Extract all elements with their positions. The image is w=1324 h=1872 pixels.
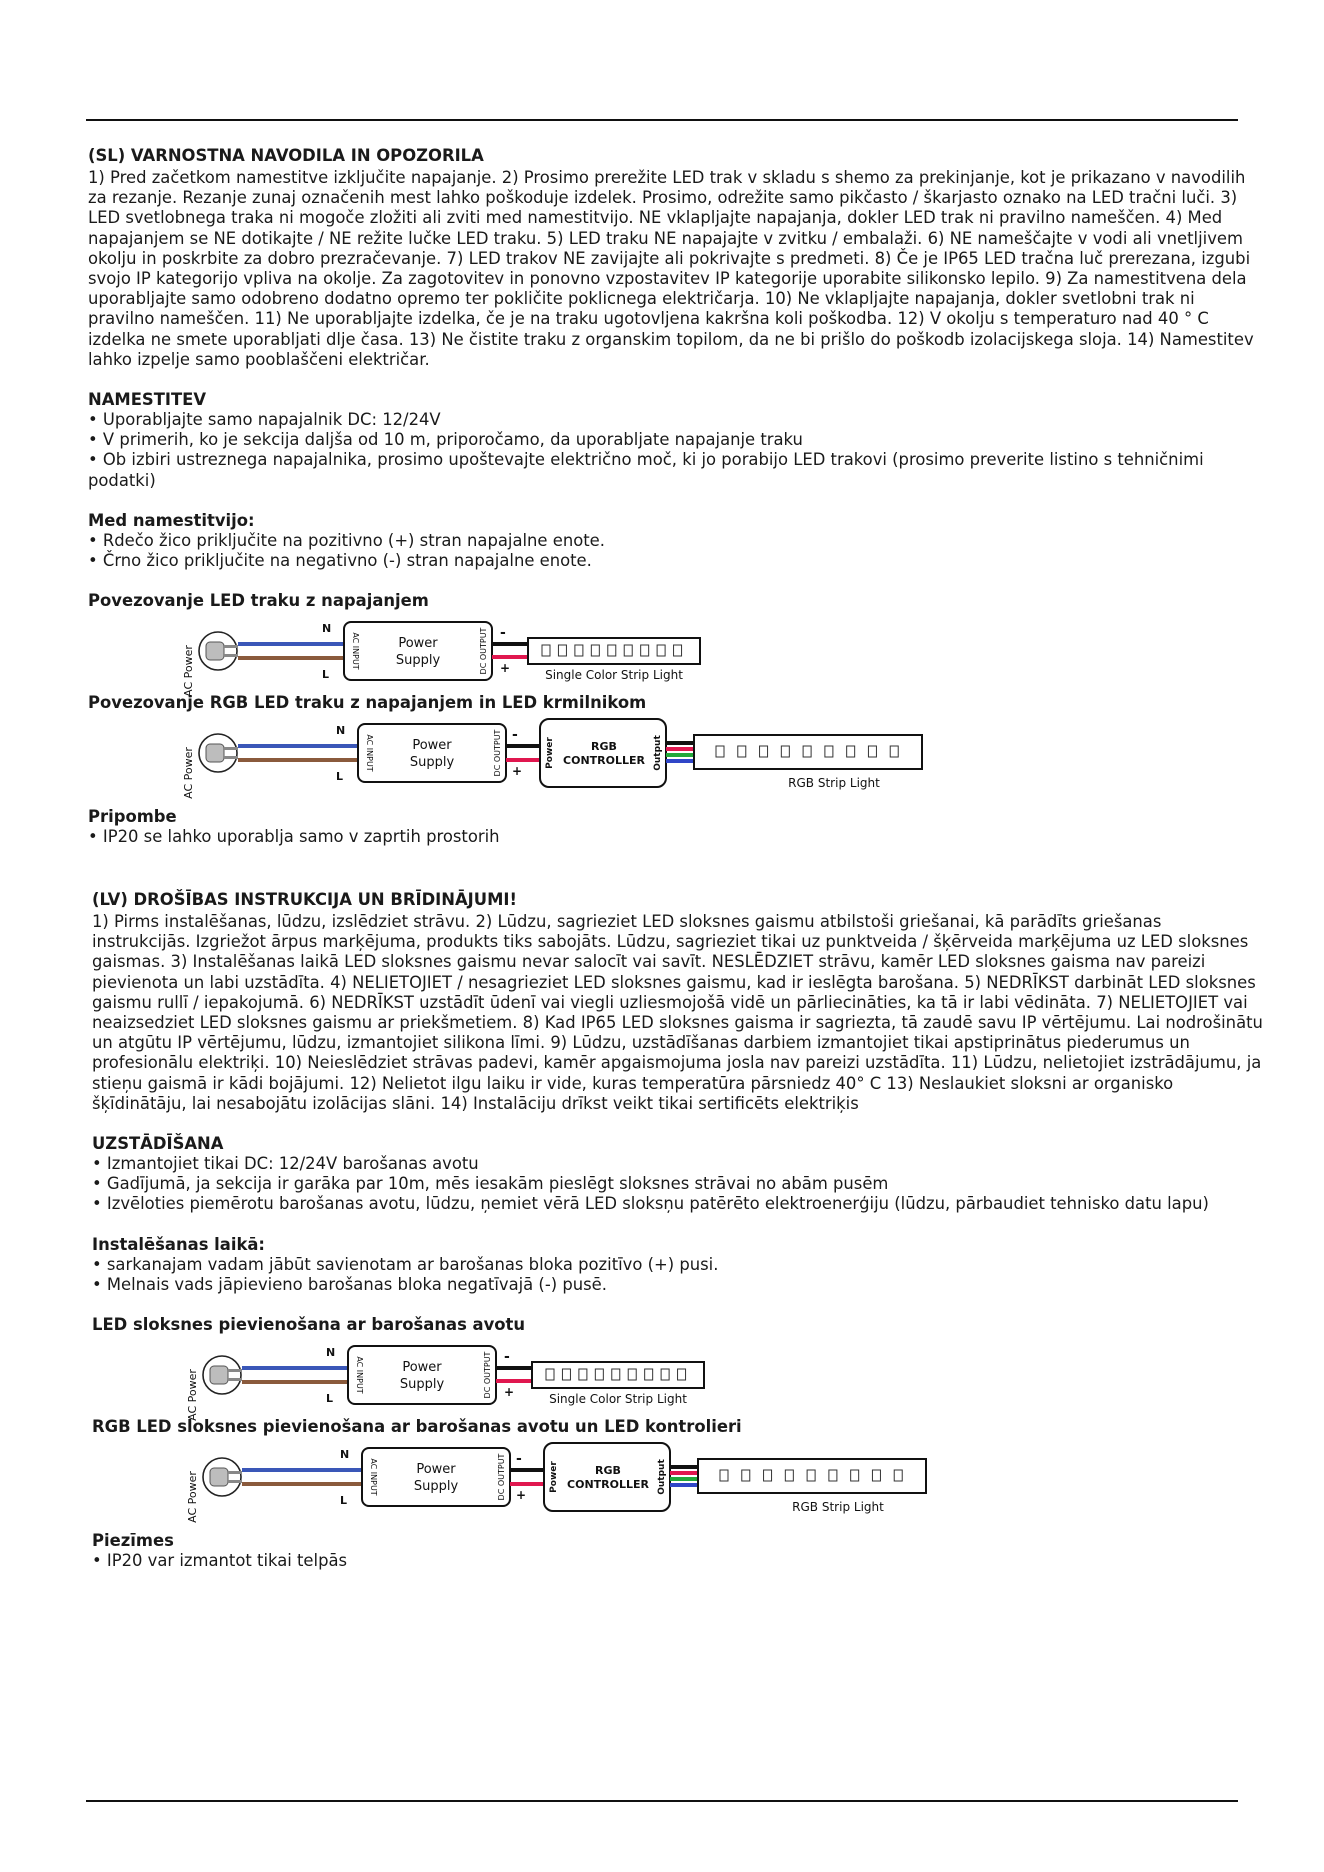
- single-led-icon: [612, 1369, 620, 1380]
- section-lv: [92, 890, 1264, 1571]
- single-led-icon: [562, 1369, 570, 1380]
- controller-label: CONTROLLER: [567, 1478, 649, 1492]
- plug-pin-icon: [228, 1378, 242, 1381]
- list-item: • sarkanajam vadam jābūt savienotam ar barošanas bloka pozitīvo (+) pusi.: [92, 1255, 1264, 1275]
- single-led-icon: [657, 645, 665, 656]
- rgb-led-icon: [738, 746, 746, 757]
- single-diagram-svg: [184, 1335, 924, 1421]
- lv-install-list: [92, 1154, 1264, 1215]
- rgb-wiring-diagram: [180, 713, 920, 807]
- l-label: L: [326, 1392, 334, 1406]
- ac-power-label: AC Power: [182, 645, 195, 698]
- list-item: • IP20 var izmantot tikai telpās: [92, 1551, 1264, 1571]
- list-item: • Črno žico priključite na negativno (-) stran napajalne enote.: [88, 551, 1260, 571]
- minus-label: -: [504, 1349, 510, 1366]
- single-led-icon: [641, 645, 649, 656]
- strip-leds: [542, 645, 682, 656]
- controller-output-label: Output: [657, 1459, 667, 1495]
- l-label: L: [340, 1494, 348, 1508]
- single-led-icon: [674, 645, 682, 656]
- ac-power-label: AC Power: [186, 1369, 199, 1421]
- rgb-led-icon: [760, 746, 768, 757]
- power-supply-label: Power: [402, 1360, 442, 1376]
- list-item: • Melnais vads jāpievieno barošanas bloka negatīvajā (-) pusē.: [92, 1275, 1264, 1295]
- rgb-diagram-svg: [180, 713, 920, 807]
- lv-during-title: Instalēšanas laikā:: [92, 1234, 265, 1254]
- lv-install-title: UZSTĀDĪŠANA: [92, 1134, 224, 1154]
- rgb-controller-box: [544, 1443, 670, 1511]
- rgb-led-icon: [785, 1470, 793, 1481]
- single-led-icon: [591, 645, 599, 656]
- rgb-led-icon: [847, 746, 855, 757]
- single-led-icon: [595, 1369, 603, 1380]
- power-supply-box: [362, 1448, 510, 1506]
- rgb-led-icon: [872, 1470, 880, 1481]
- rgb-led-icon: [829, 1470, 837, 1481]
- section-sl: [88, 146, 1260, 847]
- power-supply-label: Supply: [399, 1377, 445, 1393]
- list-item: • Izmantojiet tikai DC: 12/24V barošanas avotu: [92, 1154, 1264, 1174]
- l-label: L: [336, 770, 344, 784]
- rgb-led-icon: [720, 1470, 728, 1481]
- rgb-led-icon: [807, 1470, 815, 1481]
- sl-install-title: NAMESTITEV: [88, 390, 207, 410]
- controller-label: RGB: [591, 740, 617, 754]
- ac-power-label: AC Power: [182, 747, 195, 800]
- n-label: N: [340, 1448, 350, 1462]
- single-led-icon: [661, 1369, 669, 1380]
- list-item: • Ob izbiri ustreznega napajalnika, prosimo upoštevajte električno moč, ki jo porabijo LED trakovi (prosimo preverite listino s tehničnimi podatki): [88, 450, 1260, 490]
- single-led-icon: [579, 1369, 587, 1380]
- single-strip-label: Single Color Strip Light: [545, 668, 683, 683]
- controller-power-label: Power: [545, 737, 555, 770]
- single-strip-label: Single Color Strip Light: [549, 1392, 687, 1407]
- plug-pin-icon: [224, 654, 238, 657]
- rgb-wiring-diagram: [184, 1437, 924, 1531]
- sl-diagram1-title: Povezovanje LED traku z napajanjem: [88, 591, 429, 611]
- power-supply-label: Power: [416, 1462, 456, 1478]
- rgb-led-icon: [868, 746, 876, 757]
- sl-safety-text: 1) Pred začetkom namestitve izključite napajanje. 2) Prosimo prerežite LED trak v skladu s shemo za prekinjanje, kot je prikazano v navodilih za rezanje. Rezanje zunaj označenih mest lahko poškoduje izdelek. Prosimo, odrežite samo pikčasto / škarjasto oznako na LED tračni luči. 3) LED svetlobnega traka ni mogoče zložiti ali zviti med namestitvijo. NE vklapljajte napajanja, dokler LED trak ni pravilno nameščen. 4) Med napajanjem se NE dotikajte / NE režite lučke LED traku. 5) LED traku NE napajajte v zvitku / embalaži. 6) NE nameščajte v vodi ali vnetljivem okolju in poskrbite za dobro prezračevanje. 7) LED trakov NE zavijajte ali pokrivajte s predmeti. 8) Če je IP65 LED tračna luč prerezana, izgubi svojo IP kategorijo vpliva na okolje. Za zagotovitev in ponovno vzpostavitev IP kategorije uporabite silikonsko lepilo. 9) Za namestitvena dela uporabljajte samo odobreno dodatno opremo ter pokličite poklicnega električarja. 10) Ne vklapljajte napajanja, dokler svetlobni trak ni pravilno nameščen. 11) Ne uporabljajte izdelka, če je na traku ugotovljena kakršna koli poškodba. 12) V okolju s temperaturo nad 40 ° C izdelka ne smete uporabljati dlje časa. 13) Ne čistite traku z organskim topilom, da ne bi prišlo do poškodb izolacijskega sloja. 14) Namestitev lahko izpelje samo pooblaščeni električar.: [88, 168, 1254, 369]
- sl-install-list: [88, 410, 1260, 491]
- rgb-led-icon: [851, 1470, 859, 1481]
- strip-leds: [546, 1369, 686, 1380]
- sl-during-title: Med namestitvijo:: [88, 510, 255, 530]
- single-led-icon: [546, 1369, 554, 1380]
- plug-pin-icon: [228, 1369, 242, 1372]
- single-color-wiring-diagram: [180, 611, 920, 698]
- single-led-icon: [624, 645, 632, 656]
- ac-input-label: AC INPUT: [369, 1458, 378, 1496]
- list-item: • Izvēloties piemērotu barošanas avotu, lūdzu, ņemiet vērā LED sloksņu patērēto elektroenerģiju (lūdzu, pārbaudiet tehnisko datu lapu): [92, 1194, 1264, 1214]
- strip-leds: [720, 1470, 902, 1481]
- single-led-icon: [678, 1369, 686, 1380]
- dc-output-label: DC OUTPUT: [497, 1453, 506, 1501]
- n-label: N: [326, 1346, 336, 1360]
- lv-notes-list: [92, 1551, 1264, 1571]
- ac-input-label: AC INPUT: [355, 1356, 364, 1394]
- single-led-icon: [628, 1369, 636, 1380]
- plug-body-icon: [210, 1366, 228, 1384]
- plug-pin-icon: [224, 756, 238, 759]
- controller-power-label: Power: [549, 1461, 559, 1493]
- rgb-led-icon: [764, 1470, 772, 1481]
- minus-label: -: [500, 625, 506, 642]
- plus-label: +: [500, 661, 511, 676]
- plug-body-icon: [206, 642, 224, 660]
- ac-input-label: AC INPUT: [351, 632, 360, 670]
- minus-label: -: [516, 1451, 522, 1468]
- lv-safety-text: 1) Pirms instalēšanas, lūdzu, izslēdziet strāvu. 2) Lūdzu, sagrieziet LED sloksnes gaismu atbilstoši griešanai, kā parādīts griešanas instrukcijās. Izgriežot ārpus marķējuma, produkts tiks sabojāts. Lūdzu, sagrieziet tikai uz punktveida / šķērveida marķējuma uz LED sloksnes gaismas. 3) Instalēšanas laikā LED sloksnes gaismu nevar salocīt vai savīt. NESLĒDZIET strāvu, kamēr LED sloksnes gaisma nav pareizi pievienota un labi uzstādīta. 4) NELIETOJIET / nesagrieziet LED sloksnes gaismu, kad ir ieslēgta barošana. 5) NEDRĪKST darbināt LED sloksnes gaismu rullī / iepakojumā. 6) NEDRĪKST uzstādīt ūdenī vai viegli uzliesmojošā vidē un pārliecināties, ka tā ir labi vēdināta. 7) NELIETOJIET vai neaizsedziet LED sloksnes gaismu ar priekšmetiem. 8) Kad IP65 LED sloksnes gaisma ir sagriezta, tā zaudē savu IP vērtējumu. Lai nodrošinātu un atgūtu IP vērtējumu, lūdzu, izmantojiet silikona līmi. 9) Lūdzu, uzstādīšanas darbiem izmantojiet tikai apstiprinātus piederumus un profesionālu elektriķi. 10) Neieslēdziet strāvas padevi, kamēr apgaismojuma josla nav pareizi uzstādīta. 11) Lūdzu, nelietojiet izstrādājumu, ja stieņu gaismā ir kādi bojājumi. 12) Nelietot ilgu laiku ir vide, kuras temperatūra pārsniedz 40° C 13) Neslaukiet sloksni ar organisko šķīdinātāju, lai nesabojātu izolācijas slāni. 14) Instalāciju drīkst veikt tikai sertificēts elektriķis: [92, 912, 1263, 1113]
- plug-pin-icon: [224, 747, 238, 750]
- list-item: • V primerih, ko je sekcija daljša od 10 m, priporočamo, da uporabljate napajanje traku: [88, 430, 1260, 450]
- power-supply-box: [348, 1346, 496, 1404]
- controller-label: CONTROLLER: [563, 754, 645, 768]
- single-led-icon: [608, 645, 616, 656]
- sl-notes-list: [88, 827, 1260, 847]
- n-label: N: [322, 622, 332, 636]
- single-diagram-svg: [180, 611, 920, 698]
- rgb-strip-label: RGB Strip Light: [788, 776, 880, 791]
- single-led-icon: [542, 645, 550, 656]
- plug-body-icon: [206, 744, 224, 762]
- rgb-led-icon: [894, 1470, 902, 1481]
- rgb-led-icon: [890, 746, 898, 757]
- power-supply-label: Power: [412, 738, 452, 754]
- list-item: • Gadījumā, ja sekcija ir garāka par 10m, mēs iesakām pieslēgt sloksnes strāvai no abām pusēm: [92, 1174, 1264, 1194]
- list-item: • Uporabljajte samo napajalnik DC: 12/24V: [88, 410, 1260, 430]
- rgb-strip-label: RGB Strip Light: [792, 1500, 884, 1515]
- plug-pin-icon: [228, 1471, 242, 1474]
- power-supply-box: [358, 724, 506, 782]
- l-label: L: [322, 668, 330, 682]
- ac-power-label: AC Power: [186, 1471, 199, 1523]
- single-led-icon: [558, 645, 566, 656]
- list-item: • IP20 se lahko uporablja samo v zaprtih prostorih: [88, 827, 1260, 847]
- rgb-led-icon: [803, 746, 811, 757]
- lv-notes-title: Piezīmes: [92, 1531, 174, 1551]
- plus-label: +: [504, 1385, 515, 1400]
- dc-output-label: DC OUTPUT: [493, 729, 502, 777]
- power-supply-label: Power: [398, 636, 438, 652]
- strip-leds: [716, 746, 898, 757]
- sl-title: (SL) VARNOSTNA NAVODILA IN OPOZORILA: [88, 146, 484, 165]
- lv-title: (LV) DROŠĪBAS INSTRUKCIJA UN BRĪDINĀJUMI!: [92, 890, 517, 909]
- plug-body-icon: [210, 1468, 228, 1486]
- lv-diagram1-title: LED sloksnes pievienošana ar barošanas avotu: [92, 1315, 526, 1335]
- controller-label: RGB: [595, 1464, 621, 1478]
- plug-pin-icon: [228, 1480, 242, 1483]
- power-supply-label: Supply: [409, 755, 455, 771]
- plus-label: +: [512, 764, 523, 779]
- rgb-led-icon: [716, 746, 724, 757]
- plug-pin-icon: [224, 645, 238, 648]
- single-color-wiring-diagram: [184, 1335, 924, 1421]
- n-label: N: [336, 724, 346, 738]
- lv-diagram2-title: RGB LED sloksnes pievienošana ar barošanas avotu un LED kontrolieri: [92, 1417, 742, 1437]
- sl-during-list: [88, 531, 1260, 571]
- power-supply-label: Supply: [395, 653, 441, 669]
- controller-output-label: Output: [653, 735, 663, 772]
- rgb-diagram-svg: [184, 1437, 924, 1531]
- sl-diagram2-title: Povezovanje RGB LED traku z napajanjem in LED krmilnikom: [88, 693, 647, 713]
- sl-notes-title: Pripombe: [88, 807, 177, 827]
- bottom-rule: [86, 1800, 1238, 1802]
- power-supply-label: Supply: [413, 1479, 459, 1495]
- minus-label: -: [512, 727, 518, 744]
- top-rule: [86, 119, 1238, 121]
- ac-input-label: AC INPUT: [365, 734, 374, 772]
- dc-output-label: DC OUTPUT: [483, 1351, 492, 1399]
- rgb-led-icon: [781, 746, 789, 757]
- dc-output-label: DC OUTPUT: [479, 627, 488, 675]
- list-item: • Rdečo žico priključite na pozitivno (+) stran napajalne enote.: [88, 531, 1260, 551]
- single-led-icon: [575, 645, 583, 656]
- plus-label: +: [516, 1488, 527, 1503]
- power-supply-box: [344, 622, 492, 680]
- lv-during-list: [92, 1255, 1264, 1295]
- single-led-icon: [645, 1369, 653, 1380]
- rgb-controller-box: [540, 719, 666, 787]
- rgb-led-icon: [825, 746, 833, 757]
- rgb-led-icon: [742, 1470, 750, 1481]
